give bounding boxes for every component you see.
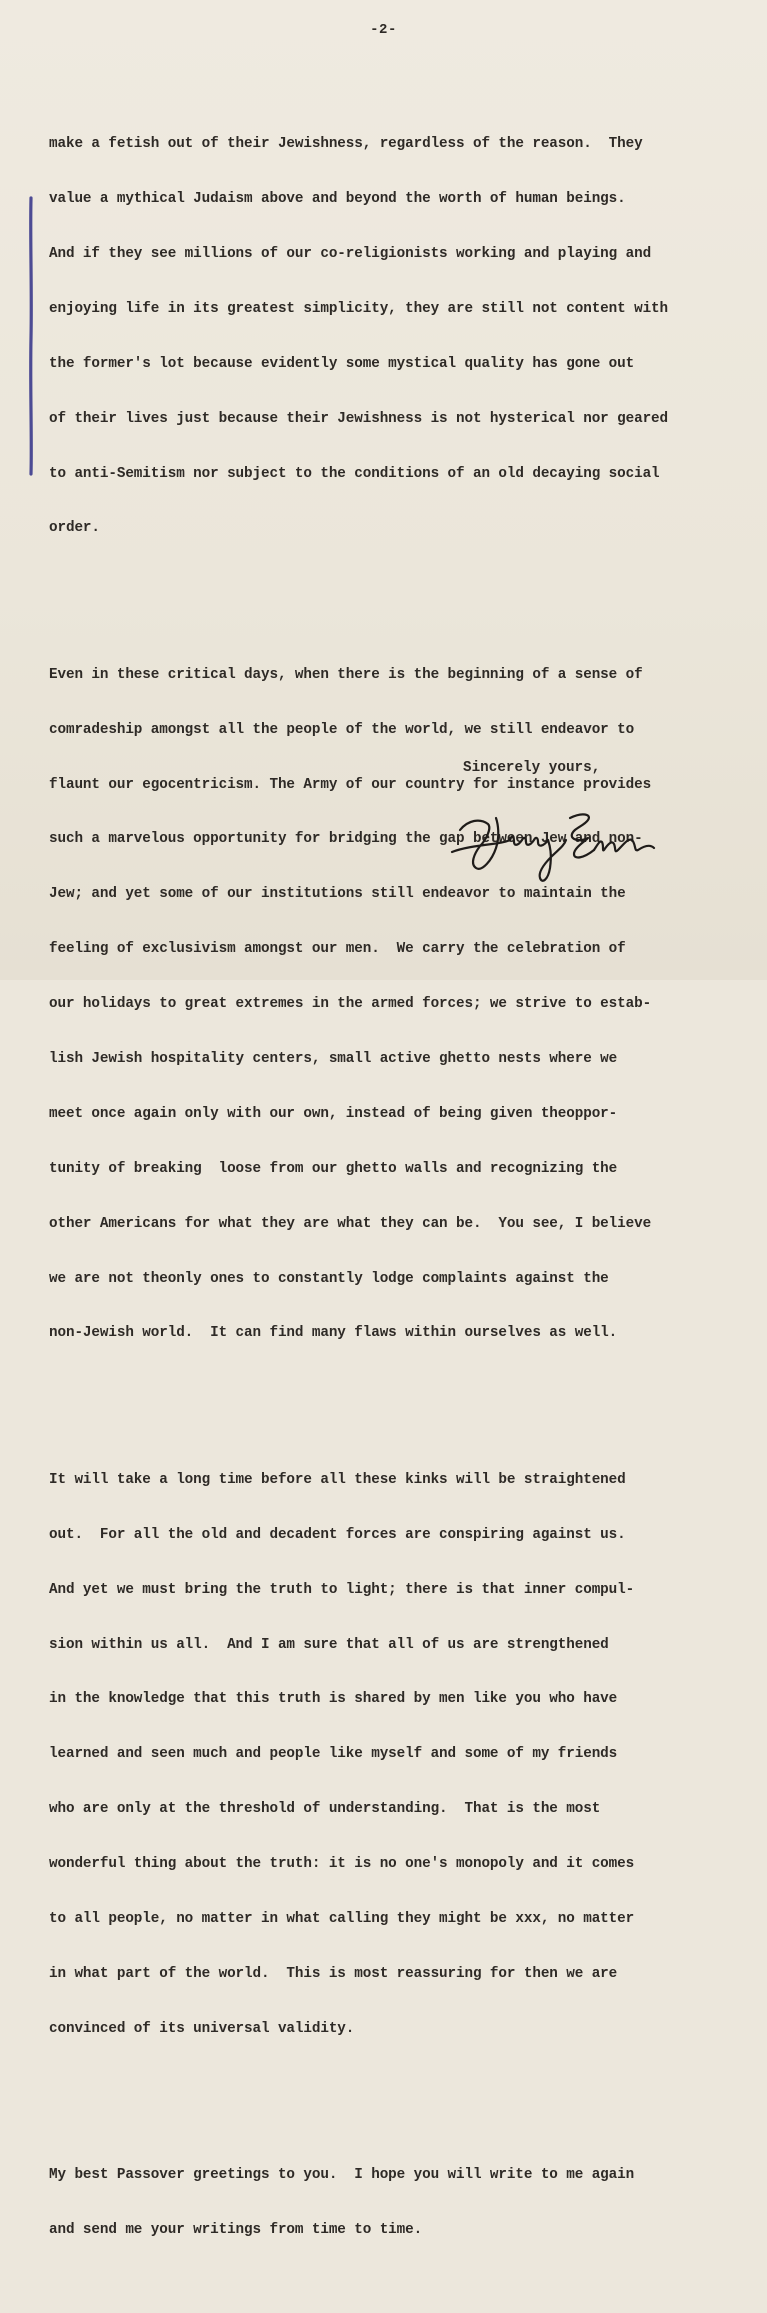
text-line: make a fetish out of their Jewishness, regardless of the reason. They bbox=[49, 136, 643, 153]
text-line: And yet we must bring the truth to light; there is that inner compul- bbox=[49, 1581, 635, 1598]
text-line: our holidays to great extremes in the armed forces; we strive to estab- bbox=[49, 996, 652, 1013]
text-line: enjoying life in its greatest simplicity, they are still not content with bbox=[49, 300, 669, 317]
margin-pencil-mark bbox=[28, 198, 34, 474]
text-line: feeling of exclusivism amongst our men. We carry the celebration of bbox=[49, 941, 626, 958]
text-line: non-Jewish world. It can find many flaws within ourselves as well. bbox=[49, 1325, 618, 1342]
text-line: other Americans for what they are what they can be. You see, I believe bbox=[49, 1215, 652, 1232]
text-line: value a mythical Judaism above and beyond the worth of human beings. bbox=[49, 191, 626, 208]
text-line: such a marvelous opportunity for bridging the gap between Jew and non- bbox=[49, 831, 643, 848]
closing-salutation: Sincerely yours, bbox=[463, 760, 601, 776]
text-line: sion within us all. And I am sure that all of us are strengthened bbox=[49, 1636, 609, 1653]
text-line: and send me your writings from time to time. bbox=[49, 2222, 423, 2239]
text-line: My best Passover greetings to you. I hope you will write to me again bbox=[49, 2167, 635, 2184]
text-line: we are not theonly ones to constantly lodge complaints against the bbox=[49, 1270, 609, 1287]
text-line: the former's lot because evidently some mystical quality has gone out bbox=[49, 355, 635, 372]
text-line: in the knowledge that this truth is shared by men like you who have bbox=[49, 1691, 618, 1708]
page-number: -2- bbox=[370, 22, 397, 38]
text-line: flaunt our egocentricism. The Army of our country for instance provides bbox=[49, 776, 652, 793]
paragraph bbox=[49, 99, 719, 575]
text-line: in what part of the world. This is most reassuring for then we are bbox=[49, 1965, 618, 1982]
paragraph bbox=[49, 1434, 719, 2074]
text-line: lish Jewish hospitality centers, small active ghetto nests where we bbox=[49, 1051, 618, 1068]
text-line: meet once again only with our own, instead of being given theoppor- bbox=[49, 1105, 618, 1122]
text-line: to all people, no matter in what calling they might be xxx, no matter bbox=[49, 1910, 635, 1927]
text-line: wonderful thing about the truth: it is no one's monopoly and it comes bbox=[49, 1856, 635, 1873]
text-line: learned and seen much and people like myself and some of my friends bbox=[49, 1746, 618, 1763]
text-line: out. For all the old and decadent forces are conspiring against us. bbox=[49, 1526, 626, 1543]
text-line: to anti-Semitism nor subject to the conditions of an old decaying social bbox=[49, 465, 660, 482]
paragraph bbox=[49, 2130, 719, 2276]
text-line: It will take a long time before all these kinks will be straightened bbox=[49, 1471, 626, 1488]
letter-body bbox=[49, 62, 719, 2313]
text-line: of their lives just because their Jewishness is not hysterical nor geared bbox=[49, 410, 669, 427]
text-line: Jew; and yet some of our institutions still endeavor to maintain the bbox=[49, 886, 626, 903]
text-line: convinced of its universal validity. bbox=[49, 2020, 355, 2037]
text-line: And if they see millions of our co-religionists working and playing and bbox=[49, 245, 652, 262]
text-line: Even in these critical days, when there is the beginning of a sense of bbox=[49, 666, 643, 683]
text-line: tunity of breaking loose from our ghetto walls and recognizing the bbox=[49, 1160, 618, 1177]
handwritten-signature bbox=[448, 790, 658, 890]
text-line: who are only at the threshold of understanding. That is the most bbox=[49, 1801, 601, 1818]
text-line: comradeship amongst all the people of the world, we still endeavor to bbox=[49, 721, 635, 738]
text-line: order. bbox=[49, 520, 100, 537]
paragraph bbox=[49, 629, 719, 1379]
